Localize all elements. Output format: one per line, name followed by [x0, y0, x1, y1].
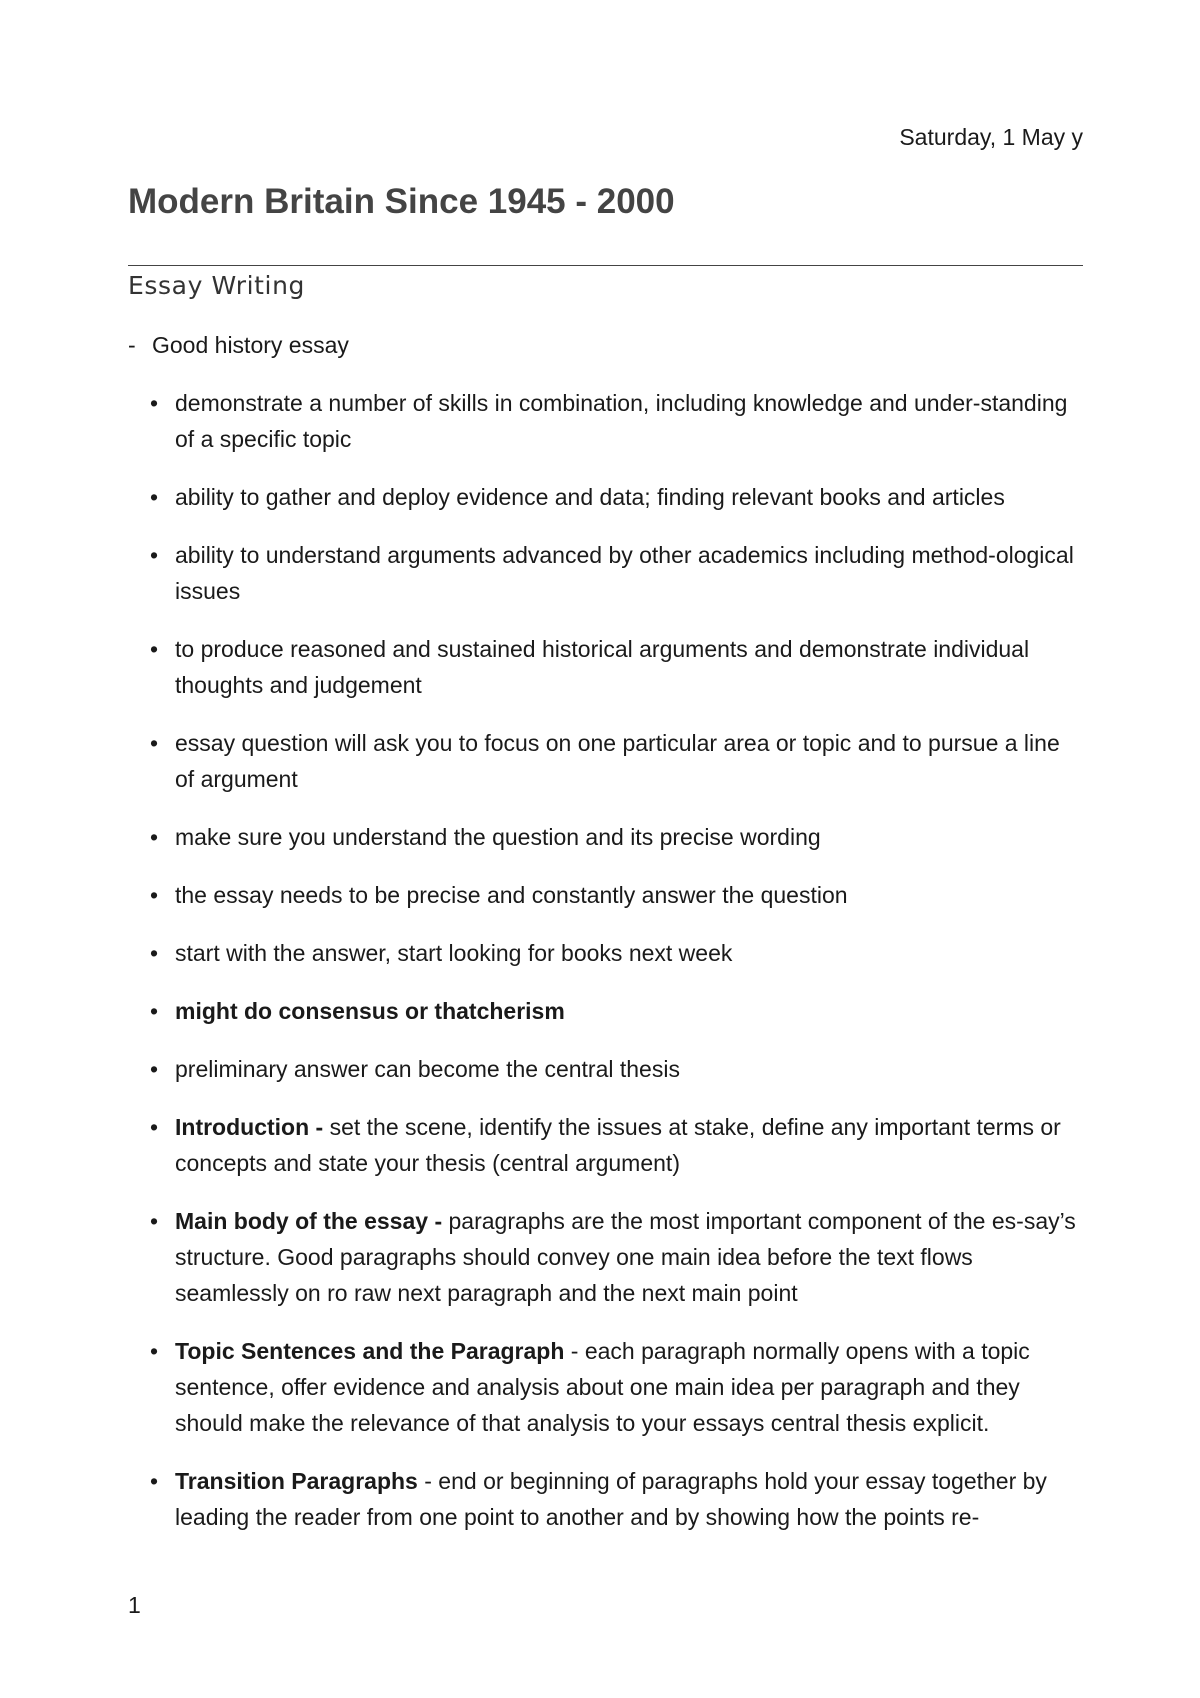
bullet-icon: • [150, 824, 159, 850]
bullet-icon: • [150, 1468, 159, 1494]
list-item [150, 1463, 1085, 1535]
list-item [150, 1333, 1085, 1441]
list-item-bold: Topic Sentences and the Paragraph [175, 1338, 565, 1364]
bullet-icon: • [150, 390, 159, 416]
bullet-icon: • [150, 636, 159, 662]
list-item [150, 819, 1085, 855]
list-item-text: essay question will ask you to focus on one particular area or topic and to pursue a line of argument [175, 730, 1060, 792]
list-item-text: ability to gather and deploy evidence and data; finding relevant books and articles [175, 484, 1005, 510]
list-item [150, 479, 1085, 515]
bullet-icon: • [150, 1114, 159, 1140]
bullet-icon: • [150, 542, 159, 568]
dash-list-item [128, 330, 349, 360]
bullet-icon: • [150, 730, 159, 756]
dash-item-text: Good history essay [152, 332, 349, 358]
list-item-text: - end or beginning of paragraphs hold your essay together by leading the reader from one point to another and by showing how the points re- [175, 1468, 1047, 1530]
list-item-text: start with the answer, start looking for books next week [175, 940, 733, 966]
list-item [150, 385, 1085, 457]
bullet-list [150, 385, 1085, 1557]
list-item [150, 537, 1085, 609]
list-item-bold: Main body of the essay - [175, 1208, 449, 1234]
list-item-text: set the scene, identify the issues at stake, define any important terms or concepts and state your thesis (central argument) [175, 1114, 1061, 1176]
list-item [150, 1203, 1085, 1311]
list-item [150, 1109, 1085, 1181]
list-item-text: to produce reasoned and sustained historical arguments and demonstrate individual thoughts and judgement [175, 636, 1030, 698]
list-item-bold: might do consensus or thatcherism [175, 998, 565, 1024]
list-item-bold: Transition Paragraphs [175, 1468, 418, 1494]
list-item [150, 993, 1085, 1029]
list-item-text: demonstrate a number of skills in combination, including knowledge and under-standing of a specific topic [175, 390, 1068, 452]
section-heading: Essay Writing [128, 271, 305, 300]
list-item [150, 877, 1085, 913]
bullet-icon: • [150, 1338, 159, 1364]
list-item-text: paragraphs are the most important component of the es-say’s structure. Good paragraphs should convey one main idea before the text flows seamlessly on ro raw next paragraph and the next main point [175, 1208, 1076, 1306]
bullet-icon: • [150, 940, 159, 966]
list-item [150, 725, 1085, 797]
bullet-icon: • [150, 1056, 159, 1082]
bullet-icon: • [150, 882, 159, 908]
list-item-bold: Introduction - [175, 1114, 330, 1140]
bullet-icon: • [150, 484, 159, 510]
list-item [150, 935, 1085, 971]
list-item-text: ability to understand arguments advanced by other academics including method-ological issues [175, 542, 1074, 604]
horizontal-rule [128, 265, 1083, 266]
list-item [150, 631, 1085, 703]
dash-marker: - [128, 332, 136, 358]
list-item-text: the essay needs to be precise and constantly answer the question [175, 882, 848, 908]
list-item-text: - each paragraph normally opens with a topic sentence, offer evidence and analysis about one main idea per paragraph and they should make the relevance of that analysis to your essays central thesis explicit. [175, 1338, 1030, 1436]
bullet-icon: • [150, 998, 159, 1024]
list-item-text: make sure you understand the question and its precise wording [175, 824, 821, 850]
page-number: 1 [128, 1592, 141, 1618]
list-item [150, 1051, 1085, 1087]
document-title: Modern Britain Since 1945 - 2000 [128, 182, 675, 221]
document-date: Saturday, 1 May y [899, 124, 1083, 150]
list-item-text: preliminary answer can become the central thesis [175, 1056, 680, 1082]
bullet-icon: • [150, 1208, 159, 1234]
